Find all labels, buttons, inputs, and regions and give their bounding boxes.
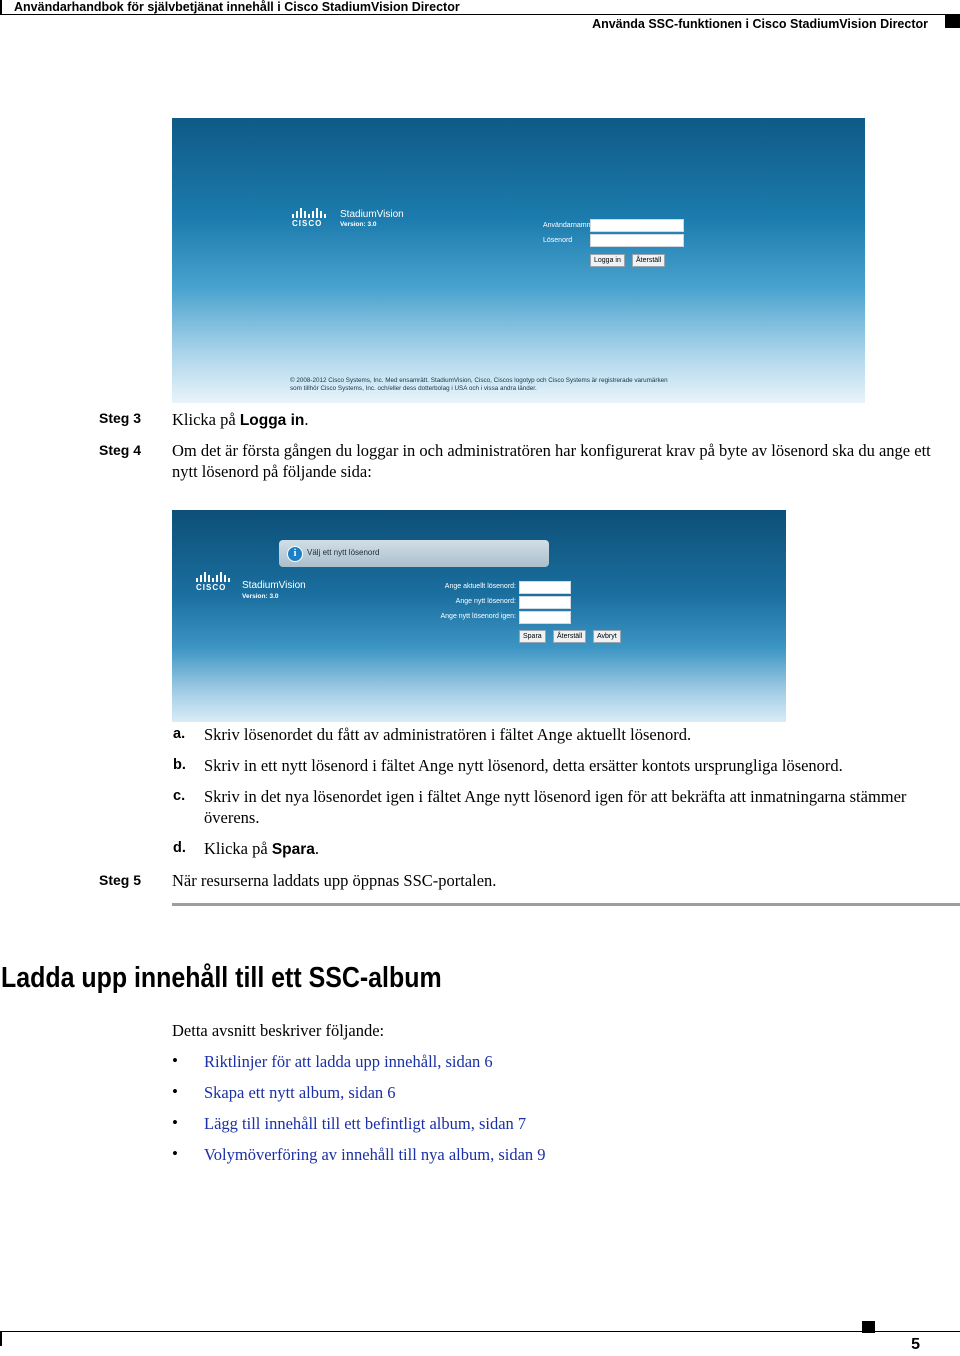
login-button[interactable]: Logga in <box>590 254 625 267</box>
running-header-left: Användarhandbok för självbetjänat innehåll i Cisco StadiumVision Director <box>14 0 460 14</box>
info-icon: i <box>287 546 303 562</box>
step-5-text: När resurserna laddats upp öppnas SSC-portalen. <box>172 871 497 890</box>
running-header-right: Använda SSC-funktionen i Cisco StadiumVision Director <box>592 17 928 31</box>
cancel-button[interactable]: Avbryt <box>593 630 621 643</box>
current-password-label: Ange aktuellt lösenord: <box>444 583 516 590</box>
header-square <box>945 15 960 28</box>
link-lagg-till-innehall[interactable]: Lägg till innehåll till ett befintligt album, sidan 7 <box>204 1114 527 1133</box>
substep-a-letter: a. <box>173 726 186 742</box>
new-password-input[interactable] <box>519 596 571 609</box>
section-heading: Ladda upp innehåll till ett SSC-album <box>1 962 442 994</box>
save-button[interactable]: Spara <box>519 630 546 643</box>
copyright-notice: © 2008-2012 Cisco Systems, Inc. Med ensamrätt. StadiumVision, Cisco, Ciscos logotyp och Cisco Systems är registrerade varumärken som tillhör Cisco Systems, Inc. och/eller dess dotterbolag i USA och i vissa andra länder. <box>290 377 668 392</box>
cisco-bars-icon <box>292 208 326 218</box>
header-left-bar <box>0 0 2 14</box>
step-3-label: Steg 3 <box>99 410 142 426</box>
substep-d-text: Klicka på Spara. <box>204 839 320 858</box>
dialog-banner <box>279 540 549 567</box>
bullet-1: • <box>172 1051 178 1070</box>
footer-rule <box>0 1331 960 1332</box>
cisco-bars-icon <box>196 572 230 582</box>
version-label: Version: 3.0 <box>340 221 377 228</box>
bullet-4: • <box>172 1144 178 1163</box>
step-4-text: Om det är första gången du loggar in och administratören har konfigurerat krav på byte av lösenord ska du ange ett nytt lösenord på följande sida: <box>172 441 931 481</box>
substep-b-letter: b. <box>173 757 186 773</box>
current-password-input[interactable] <box>519 581 571 594</box>
substep-c-letter: c. <box>173 788 186 804</box>
bullet-2: • <box>172 1082 178 1101</box>
cisco-logo: CISCO <box>196 572 230 592</box>
step-3-text: Klicka på Logga in. <box>172 410 309 429</box>
username-input[interactable] <box>590 219 684 232</box>
reset-button[interactable]: Återställ <box>553 630 586 643</box>
link-riktlinjer[interactable]: Riktlinjer för att ladda upp innehåll, sidan 6 <box>204 1052 493 1071</box>
username-label: Användarnamn <box>543 222 591 229</box>
header-rule <box>0 14 960 15</box>
link-volymoverforing[interactable]: Volymöverföring av innehåll till nya album, sidan 9 <box>204 1145 546 1164</box>
login-screenshot <box>172 118 865 403</box>
repeat-password-label: Ange nytt lösenord igen: <box>440 613 516 620</box>
version-label: Version: 3.0 <box>242 593 279 600</box>
dialog-title: Välj ett nytt lösenord <box>307 548 380 557</box>
procedure-end-rule <box>172 903 960 906</box>
step-4-label: Steg 4 <box>99 442 142 458</box>
repeat-password-input[interactable] <box>519 611 571 624</box>
cisco-logo: CISCO <box>292 208 326 228</box>
bullet-3: • <box>172 1113 178 1132</box>
product-name: StadiumVision <box>340 209 404 220</box>
substep-d-letter: d. <box>173 840 186 856</box>
substep-b-text: Skriv in ett nytt lösenord i fältet Ange nytt lösenord, detta ersätter kontots ursprungliga lösenord. <box>204 756 843 775</box>
step-5-label: Steg 5 <box>99 872 142 888</box>
substep-a-text: Skriv lösenordet du fått av administratören i fältet Ange aktuellt lösenord. <box>204 725 692 744</box>
new-password-screenshot <box>172 510 786 722</box>
password-input[interactable] <box>590 234 684 247</box>
new-password-label: Ange nytt lösenord: <box>455 598 516 605</box>
password-label: Lösenord <box>543 237 573 244</box>
substep-c-text: Skriv in det nya lösenordet igen i fältet Ange nytt lösenord igen för att bekräfta att inmatningarna stämmer överens. <box>204 787 907 827</box>
reset-button[interactable]: Återställ <box>632 254 665 267</box>
link-skapa-album[interactable]: Skapa ett nytt album, sidan 6 <box>204 1083 396 1102</box>
footer-left-bar <box>0 1332 2 1346</box>
page-number: 5 <box>911 1336 920 1353</box>
product-name: StadiumVision <box>242 580 306 591</box>
section-intro: Detta avsnitt beskriver följande: <box>172 1021 385 1040</box>
